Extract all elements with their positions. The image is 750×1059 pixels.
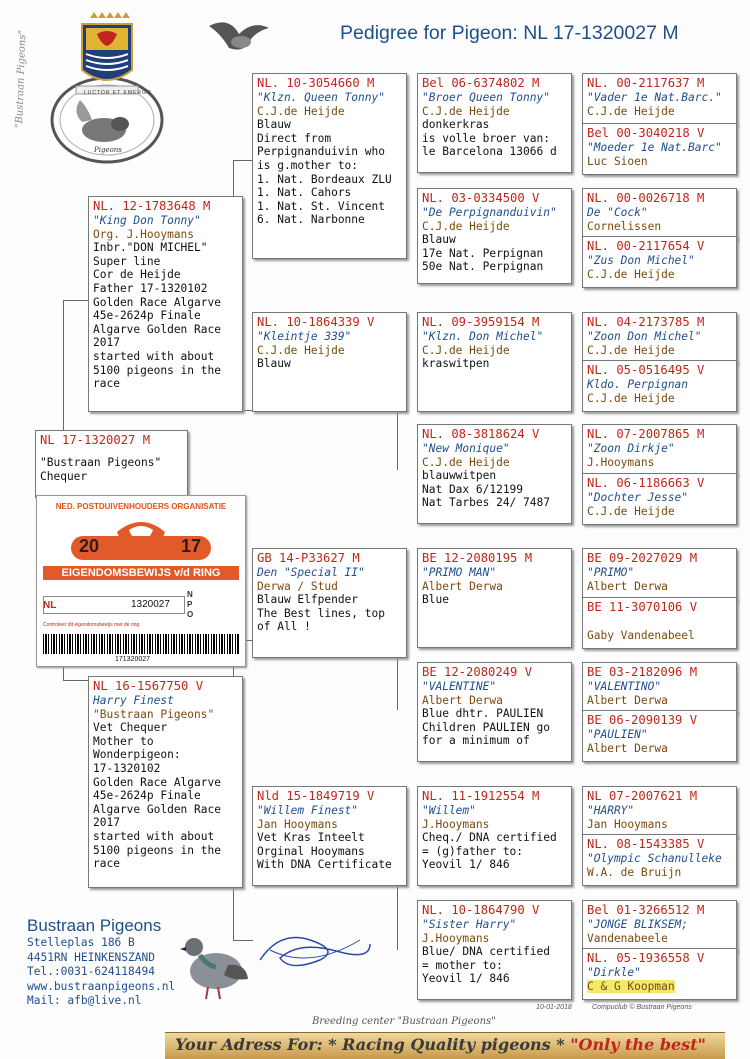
great-grandparent-box <box>417 548 572 648</box>
certificate-footer: Controleer dit eigendomsbewijs met de ring <box>43 622 140 628</box>
pedigree-ring: BE 06-2090139 V <box>587 713 698 727</box>
pigeon-name: De "Cock" <box>587 206 648 219</box>
pigeon-owner: W.A. de Bruijn <box>587 865 682 879</box>
pigeon-owner: C.J.de Heijde <box>422 219 510 233</box>
pigeon-info-line: Nat Tarbes 24/ 7487 <box>422 496 550 510</box>
pedigree-ring: NL. 04-2173785 M <box>587 315 705 329</box>
ancestor-box <box>582 548 737 600</box>
tree-line <box>233 160 253 161</box>
pedigree-ring: NL. 08-1543385 V <box>587 837 705 851</box>
ancestor-box <box>582 73 737 125</box>
great-grandparent-box <box>417 73 572 173</box>
pigeon-name: "Moeder 1e Nat.Barc" <box>587 141 722 154</box>
pedigree-ring: NL. 05-0516495 V <box>587 363 705 377</box>
great-grandparent-box <box>417 424 572 524</box>
pigeon-name: "De Perpignanduivin" <box>422 206 557 219</box>
great-grandparent-box <box>417 786 572 886</box>
pigeon-info-line: 5100 pigeons in the <box>93 363 221 377</box>
pigeon-info-line: Children PAULIEN go <box>422 720 550 734</box>
pigeon-owner: J.Hooymans <box>587 455 655 469</box>
contact-city: 4451RN HEINKENSZAND <box>27 950 155 964</box>
pigeon-owner: Albert Derwa <box>587 579 668 593</box>
pigeon-photo-icon <box>178 925 250 1003</box>
pigeon-name: "Klzn. Don Michel" <box>422 330 544 343</box>
pigeon-info-line: blauwwitpen <box>422 469 497 483</box>
pigeon-info-line: donkerkras <box>422 118 490 132</box>
pigeon-info-line: 2017 <box>93 336 120 350</box>
footer-banner-text <box>175 1035 706 1054</box>
pigeon-name: "Klzn. Queen Tonny" <box>257 91 385 104</box>
pedigree-ring: NL. 05-1936558 V <box>587 951 705 965</box>
ancestor-box <box>582 786 737 838</box>
pigeon-name: "King Don Tonny" <box>93 214 201 227</box>
contact-block <box>27 915 175 1009</box>
pigeon-name: "VALENTINO" <box>587 680 662 693</box>
certificate-country: NL <box>43 600 57 611</box>
contact-name: Bustraan Pigeons <box>27 916 162 935</box>
ancestor-box <box>582 597 737 649</box>
great-grandparent-box <box>417 662 572 762</box>
pedigree-ring: NL 07-2007621 M <box>587 789 698 803</box>
pedigree-ring: GB 14-P33627 M <box>257 551 360 565</box>
grandparent-box <box>252 548 407 658</box>
banner-part-c: "Only the best" <box>570 1035 706 1054</box>
pigeon-name: Den "Special II" <box>257 566 365 579</box>
pigeon-info-line: 45e-2624p Finale <box>93 309 201 323</box>
pedigree-ring: Bel 00-3040218 V <box>587 126 705 140</box>
club-crest-logo <box>42 12 172 164</box>
certificate-band: EIGENDOMSBEWIJS v/d RING <box>43 566 239 580</box>
ancestor-box <box>582 312 737 364</box>
pigeon-info-line: Direct from <box>257 131 332 145</box>
pedigree-ring: Bel 06-6374802 M <box>422 76 540 90</box>
footer-banner <box>165 1032 725 1059</box>
pigeon-info-line: Blauw <box>257 357 291 371</box>
ancestor-box <box>582 236 737 288</box>
pigeon-name: "HARRY" <box>587 804 635 817</box>
pigeon-info-line: 17-1320102 <box>93 761 161 775</box>
pigeon-info-line: Wonderpigeon: <box>93 748 181 762</box>
pigeon-info-line: With DNA Certificate <box>257 858 392 872</box>
pigeon-info-line: Algarve Golden Race <box>93 802 221 816</box>
crest-name: Pigeons <box>94 146 122 154</box>
ancestor-box <box>582 360 737 412</box>
pigeon-owner: C.J.de Heijde <box>587 343 675 357</box>
pigeon-owner: C.J.de Heijde <box>257 343 345 357</box>
pigeon-info-line: Father 17-1320102 <box>93 281 208 295</box>
pigeon-info-line: Golden Race Algarve <box>93 775 221 789</box>
contact-email-link[interactable]: Mail: afb@live.nl <box>27 994 142 1008</box>
pigeon-info-line: kraswitpen <box>422 357 490 371</box>
pigeon-info-line: 1. Nat. Cahors <box>257 186 352 200</box>
banner-part-b: * Racing Quality pigeons * <box>328 1035 571 1054</box>
certificate-npo-mark: N P O <box>187 590 194 619</box>
pedigree-ring: NL. 12-1783648 M <box>93 199 211 213</box>
pigeon-info-line: Cor de Heijde <box>93 268 181 282</box>
grandparent-box <box>252 73 407 259</box>
pedigree-ring: NL. 06-1186663 V <box>587 476 705 490</box>
pigeon-owner: Cornelissen <box>587 219 662 233</box>
pigeon-name: "Zoon Dirkje" <box>587 442 675 455</box>
pigeon-info-line: Super line <box>93 254 161 268</box>
pigeon-info-line: 5100 pigeons in the <box>93 843 221 857</box>
pigeon-info-line: = mother to: <box>422 958 503 972</box>
certificate-year-left: 20 <box>79 536 100 556</box>
pigeon-name: "Sister Harry" <box>422 918 517 931</box>
pedigree-ring: NL. 00-2117654 V <box>587 239 705 253</box>
pigeon-name: "Dochter Jesse" <box>587 491 689 504</box>
pigeon-owner: Derwa / Stud <box>257 579 338 593</box>
pigeon-owner: Gaby Vandenabeel <box>587 628 695 642</box>
banner-part-a: Your Adress For: <box>175 1035 329 1054</box>
pigeon-name: "Broer Queen Tonny" <box>422 91 550 104</box>
pigeon-owner: J.Hooymans <box>422 817 490 831</box>
pigeon-info-line: started with about <box>93 829 215 843</box>
pedigree-ring: NL. 07-2007865 M <box>587 427 705 441</box>
tree-line <box>63 300 89 301</box>
pigeon-info-line: started with about <box>93 349 215 363</box>
pigeon-info-line: 50e Nat. Perpignan <box>422 260 544 274</box>
certificate-barcode <box>43 634 239 654</box>
pigeon-name: "PRIMO MAN" <box>422 566 497 579</box>
pigeon-owner: "Bustraan Pigeons" <box>93 707 215 721</box>
pedigree-ring: BE 12-2080195 M <box>422 551 533 565</box>
pigeon-info-line: is g.mother to: <box>257 158 359 172</box>
pigeon-info-line: = (g)father to: <box>422 844 524 858</box>
pigeon-info-line: Yeovil 1/ 846 <box>422 972 510 986</box>
ancestor-box <box>582 188 737 240</box>
pigeon-name: "Zus Don Michel" <box>587 254 695 267</box>
pigeon-name <box>587 615 732 629</box>
pigeon-name: "PAULIEN" <box>587 728 648 741</box>
pigeon-info-line: Yeovil 1/ 846 <box>422 858 510 872</box>
pigeon-owner: Org. J.Hooymans <box>93 227 195 241</box>
contact-website-link[interactable]: www.bustraanpigeons.nl <box>27 979 176 993</box>
pigeon-info-line: 17e Nat. Perpignan <box>422 246 544 260</box>
pedigree-ring: BE 11-3070106 V <box>587 600 698 614</box>
pigeon-info-line: Perpignanduivin who <box>257 145 385 159</box>
ownership-certificate <box>36 495 246 667</box>
flying-pigeon-icon <box>205 16 271 56</box>
great-grandparent-box <box>417 312 572 412</box>
pigeon-info-line: of All ! <box>257 620 311 634</box>
pedigree-ring: NL. 00-2117637 M <box>587 76 705 90</box>
signature-icon <box>250 920 380 980</box>
pigeon-owner: C.J.de Heijde <box>422 104 510 118</box>
certificate-ring-number: 1320027 <box>131 599 170 610</box>
certificate-header: NED. POSTDUIVENHOUDERS ORGANISATIE <box>55 502 227 511</box>
pigeon-owner: Albert Derwa <box>422 693 503 707</box>
pigeon-name: "Vader 1e Nat.Barc." <box>587 91 722 104</box>
pigeon-info-line: Blauw <box>257 118 291 132</box>
pigeon-name: "PRIMO" <box>587 566 635 579</box>
pedigree-ring: NL. 08-3818624 V <box>422 427 540 441</box>
pigeon-owner: Albert Derwa <box>587 693 668 707</box>
pigeon-owner: Albert Derwa <box>587 741 668 755</box>
pigeon-name: Harry Finest <box>93 694 174 707</box>
pigeon-name: "JONGE BLIKSEM; <box>587 918 689 931</box>
grandparent-box <box>252 786 407 886</box>
crest-icon <box>42 12 172 164</box>
pedigree-ring: NL. 10-1864339 V <box>257 315 375 329</box>
dam-box <box>88 676 243 888</box>
side-watermark-text: "Bustraan Pigeons" <box>14 29 29 129</box>
pedigree-ring: NL. 10-1864790 V <box>422 903 540 917</box>
pigeon-info-line: Algarve Golden Race <box>93 322 221 336</box>
pedigree-ring: NL. 10-3054660 M <box>257 76 375 90</box>
pigeon-info-line: Blauw <box>422 233 456 247</box>
contact-address: Stelleplas 186 B <box>27 936 135 949</box>
pigeon-owner: C.J.de Heijde <box>587 104 675 118</box>
pigeon-name: "Zoon Don Michel" <box>587 330 702 343</box>
ancestor-box <box>582 900 737 952</box>
pigeon-name: "Kleintje 339" <box>257 330 352 343</box>
pigeon-owner: C.J.de Heijde <box>422 343 510 357</box>
pigeon-owner: C.J.de Heijde <box>422 455 510 469</box>
pedigree-ring: NL. 11-1912554 M <box>422 789 540 803</box>
certificate-year-right: 17 <box>181 536 202 556</box>
pigeon-info-line: race <box>93 857 120 871</box>
pigeon-info-line: 2017 <box>93 816 120 830</box>
pigeon-info-line: Blue dhtr. PAULIEN <box>422 707 544 721</box>
pigeon-info-line: Cheq./ DNA certified <box>422 831 557 845</box>
sire-box <box>88 196 243 412</box>
pigeon-info-line: 6. Nat. Narbonne <box>257 213 365 227</box>
pigeon-info-line: is volle broer van: <box>422 131 550 145</box>
pedigree-ring: BE 09-2027029 M <box>587 551 698 565</box>
pedigree-ring: NL 16-1567750 V <box>93 679 204 693</box>
pigeon-owner: C.J.de Heijde <box>587 504 675 518</box>
pigeon-info-line: Golden Race Algarve <box>93 295 221 309</box>
pigeon-info-line: Nat Dax 6/12199 <box>422 482 524 496</box>
ancestor-box <box>582 662 737 714</box>
pigeon-info-line: for a minimum of <box>422 734 530 748</box>
great-grandparent-box <box>417 188 572 284</box>
ancestor-box <box>582 948 737 1000</box>
pedigree-ring: NL. 09-3959154 M <box>422 315 540 329</box>
pigeon-info-line: Blue <box>422 593 449 607</box>
subject-pigeon-box <box>35 430 188 498</box>
ancestor-box <box>582 424 737 476</box>
pigeon-info-line: Orginal Hooymans <box>257 844 365 858</box>
pigeon-owner: Luc Sioen <box>587 154 648 168</box>
pigeon-owner: Jan Hooymans <box>257 817 338 831</box>
ancestor-box <box>582 710 737 762</box>
subject-line: Chequer <box>40 469 88 483</box>
tree-line <box>63 680 89 681</box>
pedigree-ring: BE 03-2182096 M <box>587 665 698 679</box>
footer-breeding-center: Breeding center "Bustraan Pigeons" <box>312 1016 496 1027</box>
pedigree-ring: NL. 03-0334500 V <box>422 191 540 205</box>
subject-ring: NL 17-1320027 M <box>40 433 151 447</box>
pigeon-info-line: 1. Nat. Bordeaux ZLU <box>257 172 392 186</box>
pedigree-ring: Nld 15-1849719 V <box>257 789 375 803</box>
pigeon-info-line: Vet Kras Inteelt <box>257 831 365 845</box>
pigeon-owner: J.Hooymans <box>422 931 490 945</box>
pigeon-info-line: The Best lines, top <box>257 606 385 620</box>
ancestor-box <box>582 834 737 886</box>
pigeon-owner: C & G Koopman <box>587 979 675 993</box>
pigeon-info-line: 45e-2624p Finale <box>93 789 201 803</box>
pigeon-info-line: Inbr."DON MICHEL" <box>93 241 208 255</box>
pigeon-owner: Jan Hooymans <box>587 817 668 831</box>
pigeon-owner: Vandenabeele <box>587 931 668 945</box>
pigeon-name: "Dirkle" <box>587 966 641 979</box>
pedigree-ring: BE 12-2080249 V <box>422 665 533 679</box>
pigeon-owner: Albert Derwa <box>422 579 503 593</box>
pigeon-name: "Olympic Schanulleke <box>587 852 722 865</box>
pigeon-name: "Willem" <box>422 804 476 817</box>
pigeon-owner: C.J.de Heijde <box>257 104 345 118</box>
pigeon-owner: C.J.de Heijde <box>587 391 675 405</box>
pigeon-name: "Willem Finest" <box>257 804 359 817</box>
pigeon-info-line: Blauw Elfpender <box>257 593 359 607</box>
pigeon-owner: C.J.de Heijde <box>587 267 675 281</box>
contact-phone: Tel.:0031-624118494 <box>27 965 155 979</box>
subject-line: "Bustraan Pigeons" <box>40 456 162 469</box>
pigeon-info-line: 1. Nat. St. Vincent <box>257 199 385 213</box>
barcode-number: 171320027 <box>115 656 151 663</box>
pigeon-name: "New Monique" <box>422 442 510 455</box>
great-grandparent-box <box>417 900 572 1000</box>
grandparent-box <box>252 312 407 412</box>
page-title: Pedigree for Pigeon: NL 17-1320027 M <box>340 22 679 44</box>
pedigree-ring: Bel 01-3266512 M <box>587 903 705 917</box>
pigeon-info-line: Blue/ DNA certified <box>422 945 550 959</box>
pigeon-info-line: race <box>93 377 120 391</box>
ancestor-box <box>582 123 737 175</box>
crest-motto: LUCTOR ET EMERGO <box>84 90 152 96</box>
pedigree-ring: NL. 00-0026718 M <box>587 191 705 205</box>
pigeon-name: Kldo. Perpignan <box>587 378 689 391</box>
footer-software: Compuclub © Bustraan Pigeons <box>592 1004 692 1011</box>
ancestor-box <box>582 473 737 525</box>
pigeon-info-line: Vet Chequer <box>93 721 168 735</box>
footer-date: 10-01-2018 <box>536 1004 572 1011</box>
pigeon-info-line: Mother to <box>93 734 154 748</box>
pigeon-info-line: le Barcelona 13066 d <box>422 145 557 159</box>
pigeon-name: "VALENTINE" <box>422 680 497 693</box>
